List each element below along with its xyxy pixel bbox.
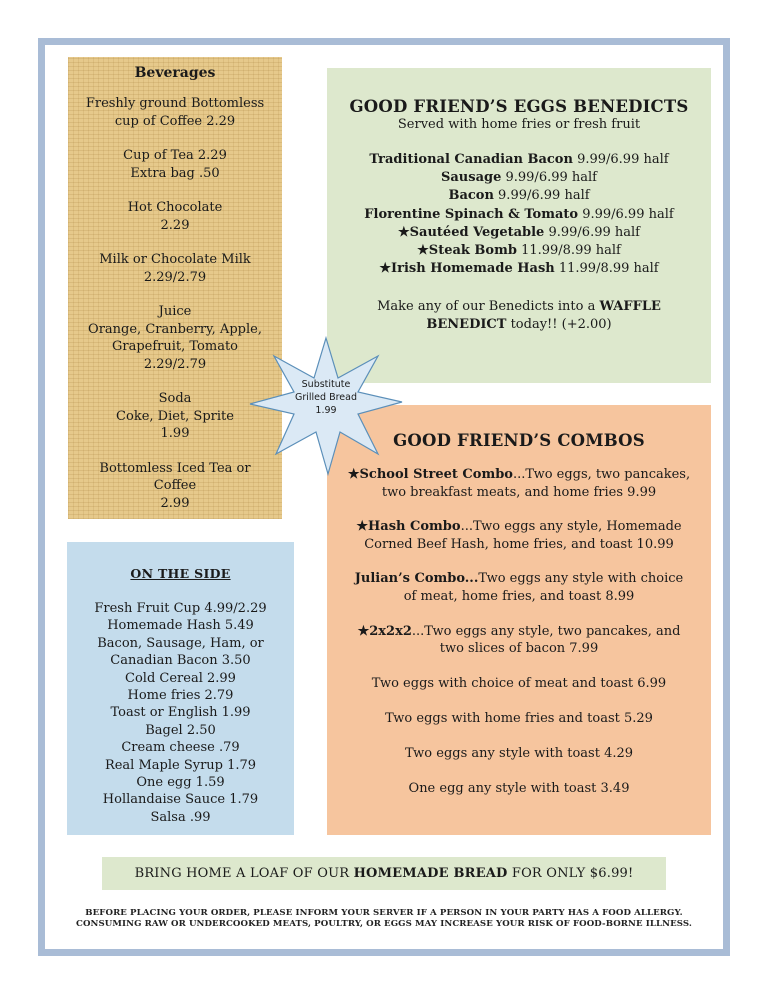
beverages-title: Beverages (134, 65, 216, 81)
side-item: Real Maple Syrup 1.79 (104, 757, 257, 773)
side-item: Cold Cereal 2.99 (125, 670, 236, 686)
combo-simple-item: Two eggs any style with toast 4.29 (404, 745, 634, 761)
combos-title: GOOD FRIEND’S COMBOS (393, 431, 645, 450)
benedict-item: Florentine Spinach & Tomato 9.99/6.99 half (364, 206, 674, 222)
beverage-item: Milk or Chocolate Milk 2.29/2.79 (99, 252, 251, 285)
beverage-item: Freshly ground Bottomless cup of Coffee 2.29 (85, 96, 265, 129)
beverage-item: Hot Chocolate 2.29 (127, 200, 223, 233)
side-item: Cream cheese .79 (121, 740, 240, 756)
benedict-item: Traditional Canadian Bacon 9.99/6.99 half (369, 152, 669, 167)
combo-simple-item: One egg any style with toast 3.49 (408, 780, 630, 796)
benedict-item: ★Sautéed Vegetable 9.99/6.99 half (398, 224, 640, 240)
benedict-item: ★Steak Bomb 11.99/8.99 half (417, 243, 621, 259)
side-item: Home fries 2.79 (127, 688, 234, 704)
beverage-item: Cup of Tea 2.29 Extra bag .50 (123, 148, 227, 181)
side-item: Canadian Bacon 3.50 (110, 653, 251, 669)
benedict-item: Bacon 9.99/6.99 half (448, 188, 590, 204)
side-panel (67, 542, 294, 835)
bread-banner: BRING HOME A LOAF OF OUR HOMEMADE BREAD FOR ONLY $6.99! (102, 857, 666, 890)
beverage-item: Bottomless Iced Tea or Coffee 2.99 (99, 460, 251, 511)
side-item: Hollandaise Sauce 1.79 (102, 792, 259, 808)
benedict-item: ★Irish Homemade Hash 11.99/8.99 half (379, 261, 659, 277)
side-title: ON THE SIDE (130, 566, 231, 581)
combo-item: ★Hash Combo...Two eggs any style, Homemade Corned Beef Hash, home fries, and toast 10.99 (356, 519, 682, 552)
side-item: Bagel 2.50 (145, 722, 216, 738)
starburst-text: Substitute Grilled Bread 1.99 (295, 379, 357, 416)
combo-simple-item: Two eggs with choice of meat and toast 6.99 (371, 675, 667, 691)
combo-item: ★School Street Combo...Two eggs, two pancakes, two breakfast meats, and home fries 9.99 (347, 467, 691, 500)
benedict-item: Sausage 9.99/6.99 half (440, 170, 597, 186)
side-item: One egg 1.59 (136, 775, 225, 791)
waffle-benedict-note: Make any of our Benedicts into a WAFFLE BENEDICT today!! (+2.00) (377, 299, 661, 333)
benedicts-title: GOOD FRIEND’S EGGS BENEDICTS (349, 97, 689, 116)
allergy-notice: BEFORE PLACING YOUR ORDER, PLEASE INFORM YOUR SERVER IF A PERSON IN YOUR PARTY HAS A FOOD ALLERGY. CONSUMING RAW OR UNDERCOOKED MEATS, POULTRY, OR EGGS MAY INCREASE YOUR RISK OF FOOD-BORNE ILLNESS. (76, 908, 692, 929)
benedicts-subtitle: Served with home fries or fresh fruit (397, 117, 641, 132)
side-item: Salsa .99 (150, 809, 211, 825)
side-item: Toast or English 1.99 (110, 705, 251, 721)
beverage-item: Soda Coke, Diet, Sprite 1.99 (116, 391, 234, 441)
beverage-item: Juice Orange, Cranberry, Apple, Grapefruit, Tomato 2.29/2.79 (88, 304, 262, 372)
combo-item: ★2x2x2...Two eggs any style, two pancakes, and two slices of bacon 7.99 (357, 623, 681, 657)
side-item: Homemade Hash 5.49 (107, 618, 254, 634)
combo-item: Julian’s Combo...Two eggs any style with choice of meat, home fries, and toast 8.99 (354, 571, 684, 604)
side-item: Fresh Fruit Cup 4.99/2.29 (94, 601, 267, 616)
side-item: Bacon, Sausage, Ham, or (97, 635, 264, 651)
combo-simple-item: Two eggs with home fries and toast 5.29 (385, 710, 653, 726)
